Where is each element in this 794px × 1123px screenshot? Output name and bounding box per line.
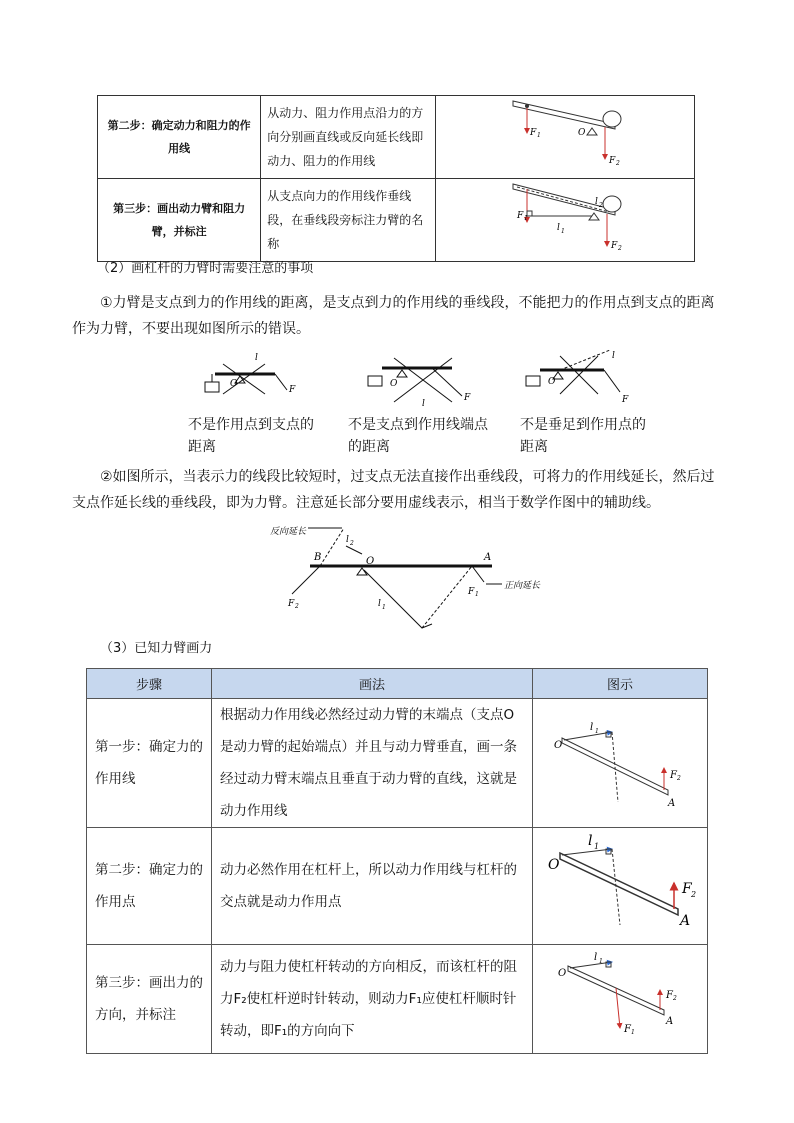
figure-cell: [533, 945, 708, 1054]
error-caption-3: 不是垂足到作用点的距离: [520, 417, 646, 455]
f2-label: F: [610, 241, 618, 251]
method-cell: 从动力、阻力作用点沿力的方向分别画直线或反向延长线即动力、阻力的作用线: [261, 96, 436, 179]
figure-cell: [435, 96, 694, 179]
f1-sub: 1: [475, 591, 479, 598]
step-cell: 第二步：确定力的作用点: [87, 828, 212, 945]
table-row: [87, 828, 708, 945]
method-cell: 根据动力作用线必然经过动力臂的末端点（支点O是动力臂的起始端点）并且与动力臂垂直，画一条经过动力臂末端点且垂直于动力臂的直线，这就是动力作用线: [212, 699, 533, 828]
l1-sub: 1: [595, 728, 599, 735]
force-drawing-table: [86, 668, 708, 1054]
o-label: O: [548, 377, 556, 387]
l2-sub: 2: [598, 202, 603, 209]
table-header-row: [87, 669, 708, 699]
o-label: O: [577, 128, 586, 138]
table-row: [87, 699, 708, 828]
figure-cell: [435, 179, 694, 262]
method-cell: 动力与阻力使杠杆转动的方向相反，而该杠杆的阻力F₂使杠杆逆时针转动，则动力F₁应使杠杆顺时针转动，即F₁的方向向下: [212, 945, 533, 1054]
f1-label: F: [468, 587, 475, 597]
error-caption-1: 不是作用点到支点的距离: [188, 417, 314, 455]
table-row: [87, 945, 708, 1054]
l-label: l: [612, 351, 615, 361]
table-row: [98, 179, 695, 262]
step1-figure: [534, 702, 706, 812]
step-cell: 第三步：画出动力臂和阻力臂，并标注: [98, 179, 261, 262]
step-cell: 第一步：确定力的作用线: [87, 699, 212, 828]
para-2: ②如图所示，当表示力的线段比较短时，过支点无法直接作出垂线段，可将力的作用线延长，然后过支点作延长线的垂线段，即为力臂。注意延长部分要用虚线表示，相当于数学作图中的辅助线。: [72, 469, 715, 511]
o-label: O: [554, 740, 563, 751]
a-label: A: [680, 913, 691, 929]
lever-action-lines-figure: [437, 97, 693, 173]
step-cell: 第三步：画出力的方向，并标注: [87, 945, 212, 1054]
section2-heading: （2）画杠杆的力臂时需要注意的事项: [97, 261, 314, 276]
f2-label: F: [288, 599, 295, 609]
para-1: ①力臂是支点到力的作用线的距离，是支点到力的作用线的垂线段，不能把力的作用点到支点的距离作为力臂，不要出现如图所示的错误。: [72, 295, 715, 337]
f1-sub: 1: [631, 1029, 635, 1036]
step2-figure: [534, 829, 706, 931]
f2-sub: 2: [295, 603, 299, 610]
o-label: O: [230, 379, 238, 389]
error-figure-2: [362, 352, 482, 412]
l-label: l: [255, 353, 258, 363]
col-header: 图示: [533, 669, 708, 699]
a-label: A: [666, 1016, 674, 1027]
l1-sub: 1: [599, 958, 603, 965]
f2-sub: 2: [691, 890, 697, 899]
o-label: O: [390, 379, 398, 389]
method-cell: 动力必然作用在杠杆上，所以动力作用线与杠杆的交点就是动力作用点: [212, 828, 533, 945]
fulcrum-icon: [587, 128, 597, 135]
l2-label: l: [594, 197, 598, 207]
f1-sub: 1: [523, 215, 528, 222]
table-row: [98, 96, 695, 179]
reverse-ext-label: 反向延长: [270, 527, 307, 537]
l1-label: l: [588, 833, 593, 849]
f2-sub: 2: [615, 160, 620, 167]
lever-arms-figure: [437, 180, 693, 256]
f2-label: F: [666, 990, 673, 1001]
f2-label: F: [670, 770, 677, 781]
l1-label: l: [590, 722, 594, 733]
f-label: F: [622, 395, 629, 405]
l1-sub: 1: [594, 842, 600, 851]
a-label: A: [484, 552, 492, 563]
extension-figure: [262, 520, 592, 638]
f2-sub: 2: [677, 775, 681, 782]
o-label: O: [366, 556, 375, 567]
f2-sub: 2: [673, 995, 677, 1002]
f1-label: F: [516, 211, 524, 221]
f2-label: F: [608, 156, 616, 166]
f-label: F: [289, 385, 296, 395]
figure-cell: [533, 699, 708, 828]
l1-label: l: [556, 223, 560, 233]
col-header: 步骤: [87, 669, 212, 699]
steps-table-top: [97, 95, 695, 262]
f2-sub: 2: [617, 245, 622, 252]
o-label: O: [558, 968, 567, 979]
o-label: O: [548, 857, 560, 873]
f2-label: F: [682, 881, 692, 897]
b-label: B: [314, 552, 322, 563]
step-cell: 第二步：确定动力和阻力的作用线: [98, 96, 261, 179]
l2-sub: 2: [350, 540, 354, 547]
error-figure-1: [185, 352, 305, 412]
f1-sub: 1: [536, 132, 541, 139]
l-label: l: [422, 399, 425, 409]
f-label: F: [464, 393, 471, 403]
figure-cell: [533, 828, 708, 945]
step3-figure: [534, 946, 706, 1040]
f1-label: F: [529, 128, 537, 138]
method-cell: 从支点向力的作用线作垂线段，在垂线段旁标注力臂的名称: [261, 179, 436, 262]
l1-label: l: [594, 952, 598, 963]
l1-label: l: [378, 599, 381, 609]
col-header: 画法: [212, 669, 533, 699]
f1-label: F: [624, 1024, 631, 1035]
error-figure-3: [520, 346, 640, 410]
section3-heading: （3）已知力臂画力: [100, 641, 213, 656]
a-label: A: [668, 798, 676, 809]
forward-ext-label: 正向延长: [504, 581, 541, 591]
l1-sub: 1: [382, 604, 386, 611]
l2-label: l: [346, 535, 349, 545]
error-caption-2: 不是支点到作用线端点的距离: [348, 417, 488, 455]
l1-sub: 1: [560, 228, 565, 235]
